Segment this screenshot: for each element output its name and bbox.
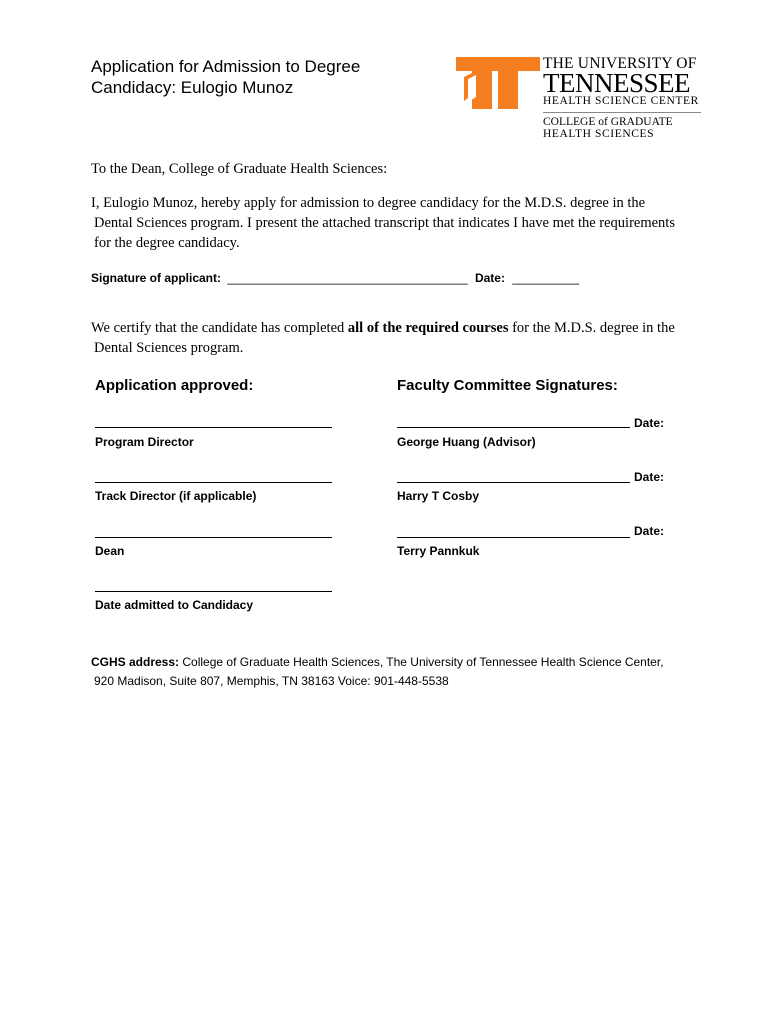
- cghs-address: [91, 653, 731, 691]
- para-line-1: I, Eulogio Munoz, hereby apply for admission to degree candidacy for the M.D.S. degree in the: [91, 195, 646, 211]
- title-line-1: Application for Admission to Degree: [91, 57, 361, 76]
- logo-divider: [543, 112, 701, 113]
- signature-label: Signature of applicant:: [91, 271, 222, 285]
- power-t-logo-icon: [456, 57, 540, 109]
- member-2-date-label: Date:: [634, 470, 665, 484]
- para-line-2: Dental Sciences program. I present the attached transcript that indicates I have met the requirements: [94, 215, 675, 231]
- committee-member-3: Terry Pannkuk: [397, 544, 480, 558]
- track-director-signature-line[interactable]: [95, 482, 332, 483]
- para-line-3: for the degree candidacy.: [94, 235, 240, 251]
- certification-paragraph: [91, 318, 731, 358]
- dean-label: Dean: [95, 544, 125, 558]
- date-admitted-label: Date admitted to Candidacy: [95, 598, 254, 612]
- member-3-signature-line[interactable]: [397, 537, 630, 538]
- advisor-date-label: Date:: [634, 416, 665, 430]
- program-director-label: Program Director: [95, 435, 194, 449]
- certify-line-2: Dental Sciences program.: [94, 340, 244, 356]
- member-2-signature-line[interactable]: [397, 482, 630, 483]
- certify-text-pre: We certify that the candidate has completed: [91, 320, 348, 336]
- dean-signature-line[interactable]: [95, 537, 332, 538]
- member-3-date-label: Date:: [634, 524, 665, 538]
- date-field[interactable]: __________: [512, 271, 580, 285]
- application-paragraph: [91, 193, 731, 253]
- certify-line-1: [91, 318, 731, 338]
- advisor-signature-line[interactable]: [397, 427, 630, 428]
- committee-member-2: Harry T Cosby: [397, 489, 480, 503]
- certify-text-post: for the M.D.S. degree in the: [508, 320, 675, 336]
- date-admitted-line[interactable]: [95, 591, 332, 592]
- signature-field[interactable]: ____________________________________: [227, 271, 468, 285]
- committee-heading: Faculty Committee Signatures:: [397, 377, 618, 394]
- logo-line-2: TENNESSEE: [543, 68, 690, 98]
- logo-line-1: THE UNIVERSITY OF: [543, 55, 697, 72]
- certify-text-bold: all of the required courses: [347, 320, 509, 336]
- date-label: Date:: [474, 271, 505, 285]
- logo-line-4: COLLEGE of GRADUATE: [543, 116, 673, 128]
- committee-member-advisor: George Huang (Advisor): [397, 435, 536, 449]
- track-director-label: Track Director (if applicable): [95, 489, 257, 503]
- logo-line-5: HEALTH SCIENCES: [543, 128, 655, 140]
- page-title: [91, 56, 431, 98]
- title-line-2: Candidacy: Eulogio Munoz: [91, 78, 294, 97]
- approval-heading: Application approved:: [95, 377, 254, 394]
- address-line-1: [91, 653, 731, 672]
- logo-line-3: HEALTH SCIENCE CENTER: [543, 95, 699, 107]
- salutation: To the Dean, College of Graduate Health Sciences:: [91, 161, 388, 177]
- applicant-signature-row: [91, 271, 579, 285]
- address-text-1: College of Graduate Health Sciences, The University of Tennessee Health Science Center,: [179, 655, 664, 669]
- address-line-2: 920 Madison, Suite 807, Memphis, TN 38163 Voice: 901-448-5538: [94, 674, 449, 688]
- program-director-signature-line[interactable]: [95, 427, 332, 428]
- address-label: CGHS address:: [91, 655, 180, 669]
